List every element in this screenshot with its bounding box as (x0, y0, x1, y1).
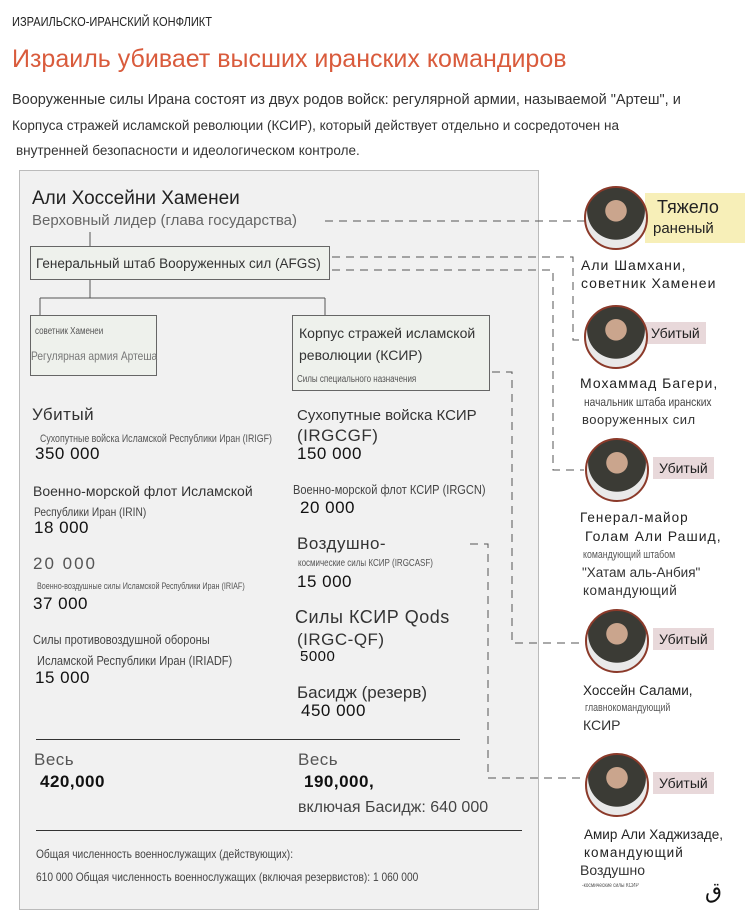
irgcgf-label: Сухопутные войска КСИР (297, 407, 477, 424)
status-badge-killed: Убитый (645, 322, 706, 344)
iriaf-value: 37 000 (33, 594, 88, 613)
left-total-value: 420,000 (40, 772, 105, 791)
status-badge-killed: Убитый (653, 628, 714, 650)
irin-label: Военно-морской флот Исламской (33, 483, 253, 499)
status-badge-wounded (645, 193, 745, 243)
portrait-hajizadeh (585, 753, 649, 817)
irgcn-label: Военно-морской флот КСИР (IRGCN) (293, 482, 486, 497)
irgcgf-value: 150 000 (297, 444, 362, 463)
iriaf-label: Военно-воздушные силы Исламской Республики Иран (IRIAF) (37, 581, 245, 591)
person-name: Голам Али Рашид, (585, 528, 722, 544)
artesh-label: Регулярная армия Артеша (31, 349, 158, 363)
footer-reserve-total: 610 000 Общая численность военнослужащих (включая резервистов): 1 060 000 (36, 870, 419, 884)
status-text: Тяжело (657, 197, 719, 217)
basij-label: Басидж (резерв) (297, 683, 428, 702)
portrait-bagheri (584, 305, 648, 369)
irgc-label: революции (КСИР) (299, 347, 423, 363)
divider (36, 830, 522, 831)
person-role: -космические силы КСИР (582, 883, 639, 889)
iriadf-label: Силы противовоздушной обороны (33, 632, 210, 647)
person-name: Али Шамхани, (581, 257, 687, 273)
person-role: командующий (584, 845, 684, 860)
iriadf-value: 15 000 (35, 668, 90, 687)
person-role: "Хатам аль-Анбия" (582, 565, 701, 580)
footer-active-total: Общая численность военнослужащих (действующих): (36, 847, 294, 861)
qf-value: 5000 (300, 648, 336, 665)
leader-name: Али Хоссейни Хаменеи (32, 188, 240, 209)
artesh-sub: советник Хаменеи (35, 326, 104, 337)
portrait-rashid (585, 438, 649, 502)
irgcasf-label: космические силы КСИР (IRGCASF) (298, 558, 433, 569)
portrait-shamkhani (584, 186, 648, 250)
intro-line: Вооруженные силы Ирана состоят из двух родов войск: регулярной армии, называемой "Артеш", и (12, 92, 681, 108)
leader-role: Верховный лидер (глава государства) (32, 212, 297, 229)
right-total-label: Весь (298, 750, 339, 769)
irigf-label: Сухопутные войска Исламской Республики Иран (IRIGF) (40, 433, 272, 445)
person-role: КСИР (583, 717, 621, 733)
irigf-value: 350 000 (35, 444, 100, 463)
qf-label: Силы КСИР Qods (295, 607, 450, 627)
irgcasf-value: 15 000 (297, 572, 352, 591)
person-role: Воздушно (580, 862, 645, 878)
status-badge-killed: Убитый (653, 772, 714, 794)
person-name: Генерал-майор (580, 510, 689, 525)
right-total-value: 190,000, (304, 772, 375, 791)
irgc-box (292, 315, 490, 391)
irgcasf-label: Воздушно- (297, 534, 387, 553)
status-badge-killed: Убитый (653, 457, 714, 479)
basij-value: 450 000 (301, 701, 366, 720)
irgc-sub: Силы специального назначения (297, 374, 417, 385)
person-role: командующий (583, 583, 678, 598)
irgcgf-label: (IRGCGF) (297, 426, 379, 445)
intro-line: внутренней безопасности и идеологическом контроле. (16, 143, 360, 158)
person-name: Хоссейн Салами, (583, 683, 693, 698)
status-text: раненый (653, 220, 714, 237)
irin-value: 18 000 (34, 518, 89, 537)
person-name: Амир Али Хаджизаде, (584, 827, 724, 842)
portrait-salami (585, 609, 649, 673)
person-role: советник Хаменеи (581, 275, 717, 291)
irin-label: Республики Иран (IRIN) (34, 505, 147, 519)
person-role: вооруженных сил (582, 412, 696, 427)
person-role: главнокомандующий (585, 702, 671, 714)
page-title: Израиль убивает высших иранских командиров (12, 45, 567, 73)
left-total-label: Весь (34, 750, 75, 769)
qf-label: (IRGC-QF) (297, 630, 385, 649)
irgcn-value: 20 000 (300, 498, 355, 517)
artesh-box (30, 315, 157, 376)
iriadf-label: Исламской Республики Иран (IRIADF) (37, 653, 233, 668)
killed-label: Убитый (32, 405, 95, 424)
intro-line: Корпуса стражей исламской революции (КСИР), который действует отдельно и сосредоточен на (12, 118, 619, 133)
kicker: ИЗРАИЛЬСКО-ИРАНСКИЙ КОНФЛИКТ (12, 14, 212, 29)
irgc-label: Корпус стражей исламской (299, 325, 476, 341)
person-role: начальник штаба иранских (584, 395, 712, 409)
right-total-incl: включая Басидж: 640 000 (298, 799, 489, 816)
person-name: Мохаммад Багери, (580, 375, 719, 391)
afgs-label: Генеральный штаб Вооруженных сил (AFGS) (36, 256, 321, 271)
person-role: командующий штабом (583, 549, 676, 561)
afgs-box (30, 246, 330, 280)
broadcaster-logo-icon: ﻕ (705, 878, 723, 903)
divider (36, 739, 460, 740)
value-20000: 20 000 (33, 554, 97, 573)
